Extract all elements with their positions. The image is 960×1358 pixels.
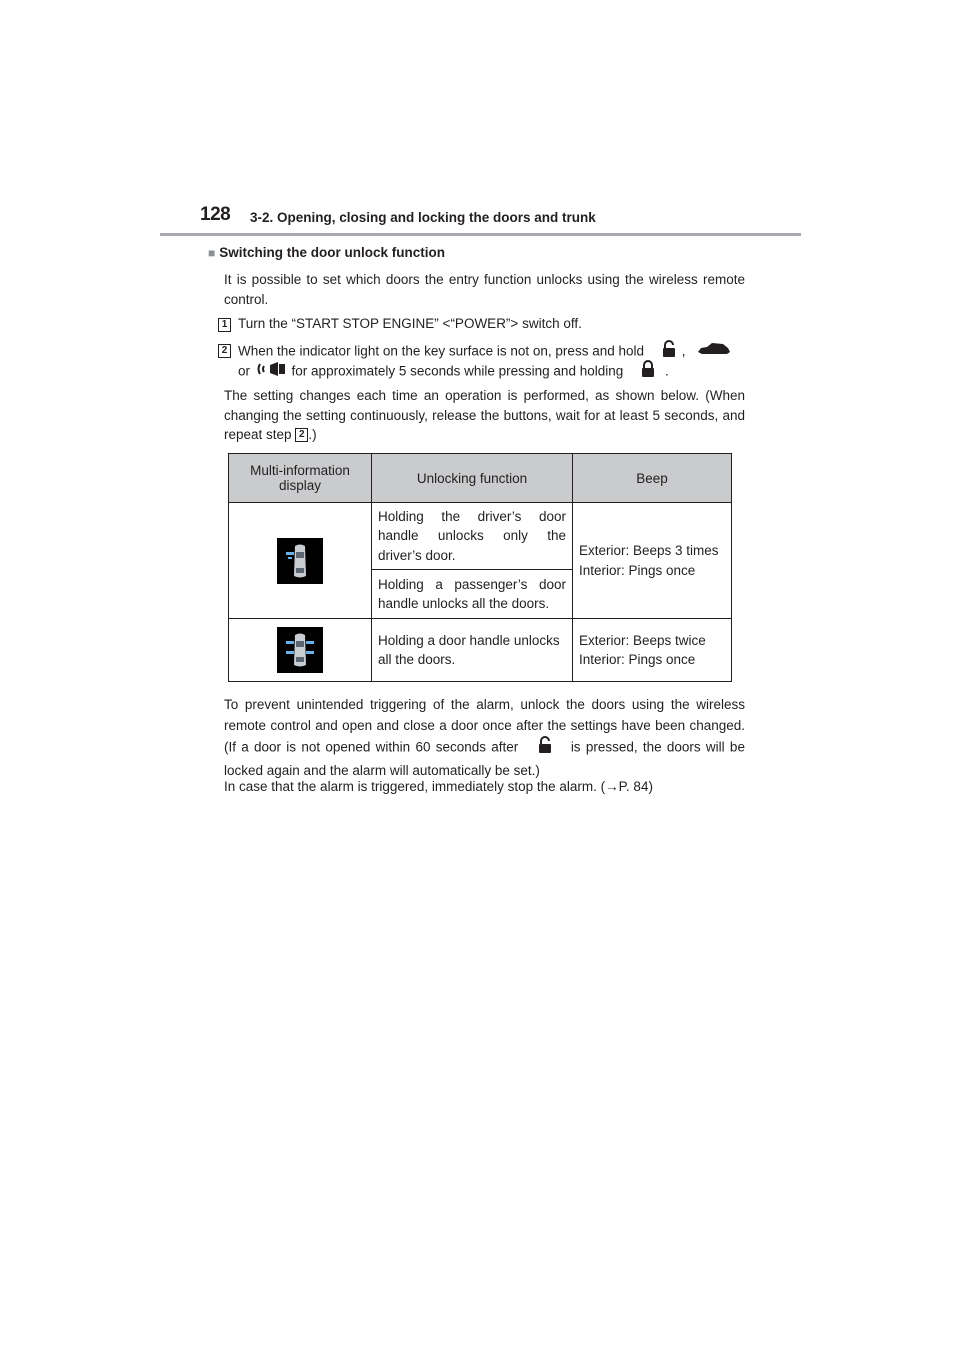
setting-note-text: The setting changes each time an operation is performed, as shown below. (When changing the setting continuously, release the buttons, wait for at least 5 seconds, and repeat step [224,388,745,442]
step-2-line-2 [238,360,745,384]
lock-icon [641,360,655,384]
function-cell-passenger: Holding a passenger’s door handle unlocks all the doors. [372,570,573,619]
step-2-text-a: When the indicator light on the key surface is not on, press and hold [238,343,644,359]
alarm-note-text-b: is pressed, the doors will be locked again and the alarm will automatically be set.) [224,739,745,778]
step-2-or: or [238,363,251,379]
page-number: 128 [200,204,231,225]
beep-interior-2: Interior: Pings once [579,652,696,667]
header-rule [160,233,801,236]
col-header-beep: Beep [573,454,732,503]
display-cell [229,503,372,619]
step-2-text-d: for approximately 5 seconds while pressing and holding [291,363,624,379]
step-1-marker [218,316,231,334]
step-2-marker [218,342,231,360]
table-row [229,619,732,682]
display-cell [229,619,372,682]
beep-interior-1: Interior: Pings once [579,562,696,578]
step-number: 2 [218,344,231,358]
beep-cell-2 [573,619,732,682]
function-cell-driver: Holding the driver’s door handle unlocks only the driver’s door. [372,503,573,570]
step-number: 1 [218,318,231,332]
step-2-comma: , [681,343,686,359]
beep-exterior-1: Exterior: Beeps 3 times [579,543,719,558]
chapter-title: 3-2. Opening, closing and locking the doors and trunk [250,210,596,225]
panic-icon [256,361,286,383]
table-row [229,503,732,570]
alarm-stop-note: In case that the alarm is triggered, immediately stop the alarm. (→P. 84) [224,779,653,794]
section-title-text: Switching the door unlock function [219,245,445,260]
section-title [208,245,445,260]
col-header-function: Unlocking function [372,454,573,503]
alarm-note-text-a: To prevent unintended triggering of the alarm, unlock the doors using the wireless remote control and open and close a door once after the settings have been changed. (If a door is not opened within 60 seconds after [224,697,745,755]
bullet-square-icon: ■ [208,246,216,260]
col-header-display: Multi-information display [229,454,372,503]
function-cell-all: Holding a door handle unlocks all the doors. [372,619,573,682]
step-2-period: . [665,363,669,379]
step-1-text: Turn the “START STOP ENGINE” <“POWER”> switch off. [238,316,582,331]
unlock-icon [538,736,552,760]
driver-door-display-image [277,538,323,584]
trunk-car-icon [697,342,731,362]
unlock-settings-table [228,453,732,682]
step-ref-marker: 2 [295,428,308,442]
beep-cell-1 [573,503,732,619]
all-doors-display-image [277,627,323,673]
setting-note-end: .) [308,427,317,442]
table-header-row [229,454,732,503]
intro-paragraph: It is possible to set which doors the entry function unlocks using the wireless remote control. [224,272,745,307]
beep-exterior-2: Exterior: Beeps twice [579,632,706,648]
alarm-note [224,694,745,781]
setting-note [224,386,745,445]
